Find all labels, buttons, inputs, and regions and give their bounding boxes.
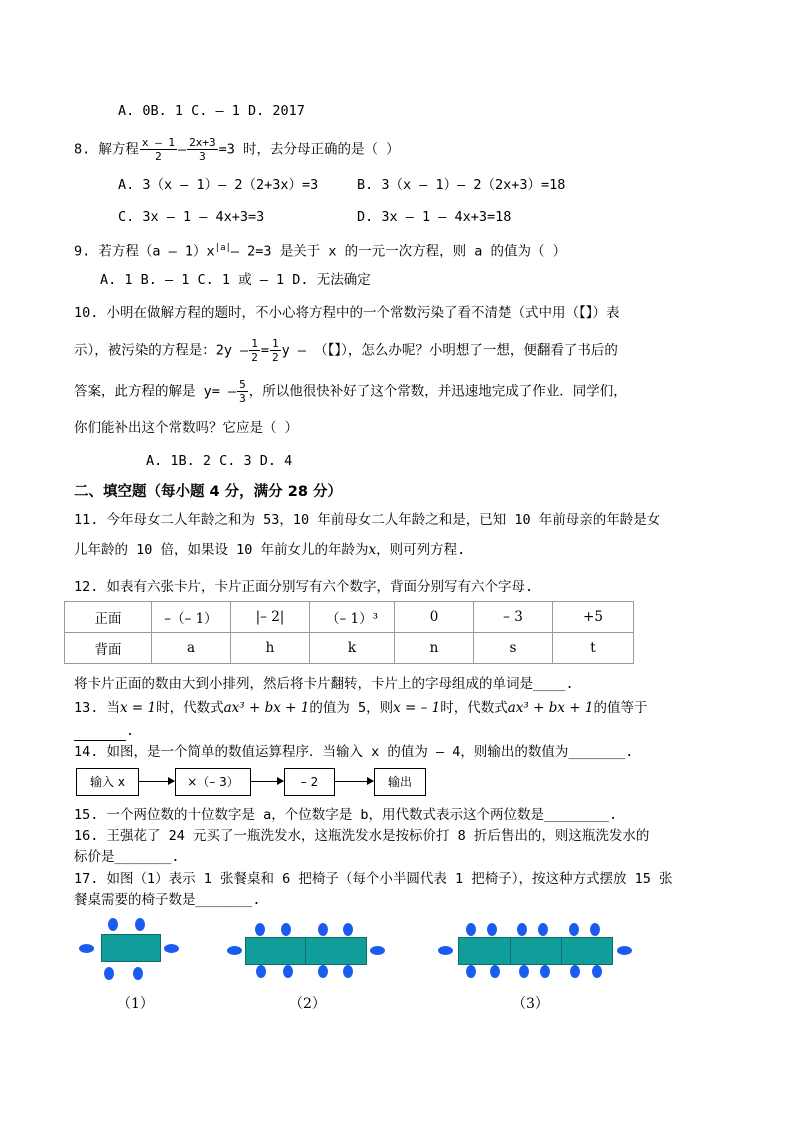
chair-icon <box>281 923 291 936</box>
chair-icon <box>164 944 179 953</box>
chair-icon <box>590 923 600 936</box>
table-cell: –（– 1） <box>152 602 231 633</box>
q11-variable: x <box>368 542 377 558</box>
cards-table <box>64 601 634 664</box>
flow-input-box: 输入 x <box>76 768 139 796</box>
q8-option-c: C. 3x – 1 – 4x+3=3 <box>118 209 265 225</box>
q9-options: A. 1 B. – 1 C. 1 或 – 1 D. 无法确定 <box>100 272 371 288</box>
q14-stem: 14. 如图，是一个简单的数值运算程序．当输入 x 的值为 – 4，则输出的数值为_______. <box>74 744 634 760</box>
dining-table <box>101 934 161 962</box>
q16-line1: 16. 王强花了 24 元买了一瓶洗发水，这瓶洗发水是按标价打 8 折后售出的，则这瓶洗发水的 <box>74 828 650 844</box>
q10-line2: 示），被污染的方程是：2y – $\frac{1}{2}$ = $\frac{1}{2}$ y – （【】），怎么办呢？小明想了一想，便翻看了书后的 <box>74 337 618 364</box>
dining-table <box>245 937 367 965</box>
table-cell: +5 <box>553 602 634 633</box>
q13-condition-1: x = 1 <box>120 700 157 716</box>
q10-solution-fraction: $\frac{5}{3}$ <box>239 378 246 405</box>
chair-icon <box>108 918 118 931</box>
chair-icon <box>592 965 602 978</box>
q8-minus: – <box>178 141 187 158</box>
q8-fraction-2: $\frac{2x+3}{3}$ <box>189 136 216 163</box>
chair-icon <box>227 946 242 955</box>
table-cell: s <box>474 633 553 664</box>
chair-icon <box>438 946 453 955</box>
flow-multiply-box: ×（– 3） <box>175 768 251 796</box>
q7-options: A. 0B. 1 C. – 1 D. 2017 <box>118 103 305 119</box>
q9-stem <box>74 238 566 262</box>
q8-option-b: B. 3（x – 1）– 2（2x+3）=18 <box>357 177 566 193</box>
chair-icon <box>343 965 353 978</box>
q8-suffix: =3 时，去分母正确的是（ ） <box>218 141 400 158</box>
chair-icon <box>133 967 143 980</box>
chair-icon <box>370 946 385 955</box>
chair-icon <box>318 965 328 978</box>
figure-caption-3: （3） <box>512 996 549 1012</box>
table-cell: |– 2| <box>231 602 310 633</box>
row-label-back: 背面 <box>65 633 152 664</box>
q11-line2: 儿年龄的 10 倍，如果设 10 年前女儿的年龄为x，则可列方程. <box>74 542 466 558</box>
q9-exponent: |a| <box>214 243 231 253</box>
chair-icon <box>135 918 145 931</box>
q10-options: A. 1B. 2 C. 3 D. 4 <box>146 453 293 469</box>
chair-icon <box>490 965 500 978</box>
q8-option-d: D. 3x – 1 – 4x+3=18 <box>357 209 512 225</box>
q17-line1: 17. 如图（1）表示 1 张餐桌和 6 把椅子（每个小半圆代表 1 把椅子），按这种方式摆放 15 张 <box>74 871 673 887</box>
flow-arrow-2 <box>250 781 283 782</box>
table-row <box>65 633 634 664</box>
q10-line4: 你们能补出这个常数吗？它应是（ ） <box>74 420 299 436</box>
table-cell: （– 1）³ <box>310 602 395 633</box>
chair-icon <box>255 923 265 936</box>
table-cell: n <box>395 633 474 664</box>
chair-icon <box>487 923 497 936</box>
q10-line3: 答案，此方程的解是 y= – $\frac{5}{3}$ ，所以他很快补好了这个常数，并迅速地完成了作业．同学们， <box>74 378 627 405</box>
flow-arrow-3 <box>334 781 373 782</box>
row-label-front: 正面 <box>65 602 152 633</box>
table-cell: 0 <box>395 602 474 633</box>
q13-expression-1: ax³ + bx + 1 <box>223 700 310 716</box>
chair-icon <box>283 965 293 978</box>
flow-output-box: 输出 <box>374 768 426 796</box>
chair-icon <box>570 965 580 978</box>
q12-intro: 12. 如表有六张卡片，卡片正面分别写有六个数字，背面分别写有六个字母. <box>74 579 534 595</box>
q13-stem: 13. 当x = 1时，代数式ax³ + bx + 1的值为 5，则x = – 1时，代数式ax³ + bx + 1的值等于 <box>74 700 648 716</box>
chair-icon <box>617 946 632 955</box>
chair-icon <box>519 965 529 978</box>
table-row <box>65 602 634 633</box>
q8-prefix: 8. 解方程 <box>74 141 139 158</box>
q9-text-b: – 2=3 是关于 x 的一元一次方程，则 a 的值为（ ） <box>230 243 567 260</box>
q9-text-a: 9. 若方程（a – 1）x <box>74 243 215 260</box>
q12-question: 将卡片正面的数由大到小排列，然后将卡片翻转，卡片上的字母组成的单词是____. <box>74 676 574 692</box>
chair-icon <box>517 923 527 936</box>
answer-blank <box>74 726 126 741</box>
q16-line2: 标价是_______. <box>74 849 180 865</box>
chair-icon <box>256 965 266 978</box>
q17-line2: 餐桌需要的椅子数是_______. <box>74 892 261 908</box>
table-cell: k <box>310 633 395 664</box>
table-cell: t <box>553 633 634 664</box>
chair-icon <box>466 923 476 936</box>
chair-icon <box>540 965 550 978</box>
figure-caption-1: （1） <box>117 996 154 1012</box>
q13-answer-line: . <box>74 721 134 741</box>
table-cell: h <box>231 633 310 664</box>
q8-fraction-1: $\frac{x - 1}{2}$ <box>141 136 176 163</box>
chair-icon <box>538 923 548 936</box>
table-cell: – 3 <box>474 602 553 633</box>
q15-stem: 15. 一个两位数的十位数字是 a，个位数字是 b，用代数式表示这个两位数是________. <box>74 807 618 823</box>
flow-subtract-box: – 2 <box>284 768 335 796</box>
dining-table <box>458 937 613 965</box>
chair-icon <box>466 965 476 978</box>
figure-caption-2: （2） <box>289 996 326 1012</box>
q13-expression-2: ax³ + bx + 1 <box>507 700 594 716</box>
chair-icon <box>79 944 94 953</box>
q8-stem <box>74 136 400 163</box>
section-title: 二、填空题（每小题 4 分，满分 28 分） <box>74 484 342 500</box>
chair-icon <box>104 967 114 980</box>
q10-half-1: $\frac{1}{2}$ <box>251 337 258 364</box>
chair-icon <box>343 923 353 936</box>
chair-icon <box>318 923 328 936</box>
q10-line1: 10. 小明在做解方程的题时，不小心将方程中的一个常数污染了看不清楚（式中用（【】）表 <box>74 305 620 321</box>
flow-arrow-1 <box>138 781 174 782</box>
chair-icon <box>569 923 579 936</box>
q13-condition-2: x = – 1 <box>393 700 441 716</box>
q10-half-2: $\frac{1}{2}$ <box>272 337 279 364</box>
q8-option-a: A. 3（x – 1）– 2（2+3x）=3 <box>118 177 319 193</box>
q11-line1: 11. 今年母女二人年龄之和为 53，10 年前母女二人年龄之和是，已知 10 年前母亲的年龄是女 <box>74 512 661 528</box>
table-cell: a <box>152 633 231 664</box>
